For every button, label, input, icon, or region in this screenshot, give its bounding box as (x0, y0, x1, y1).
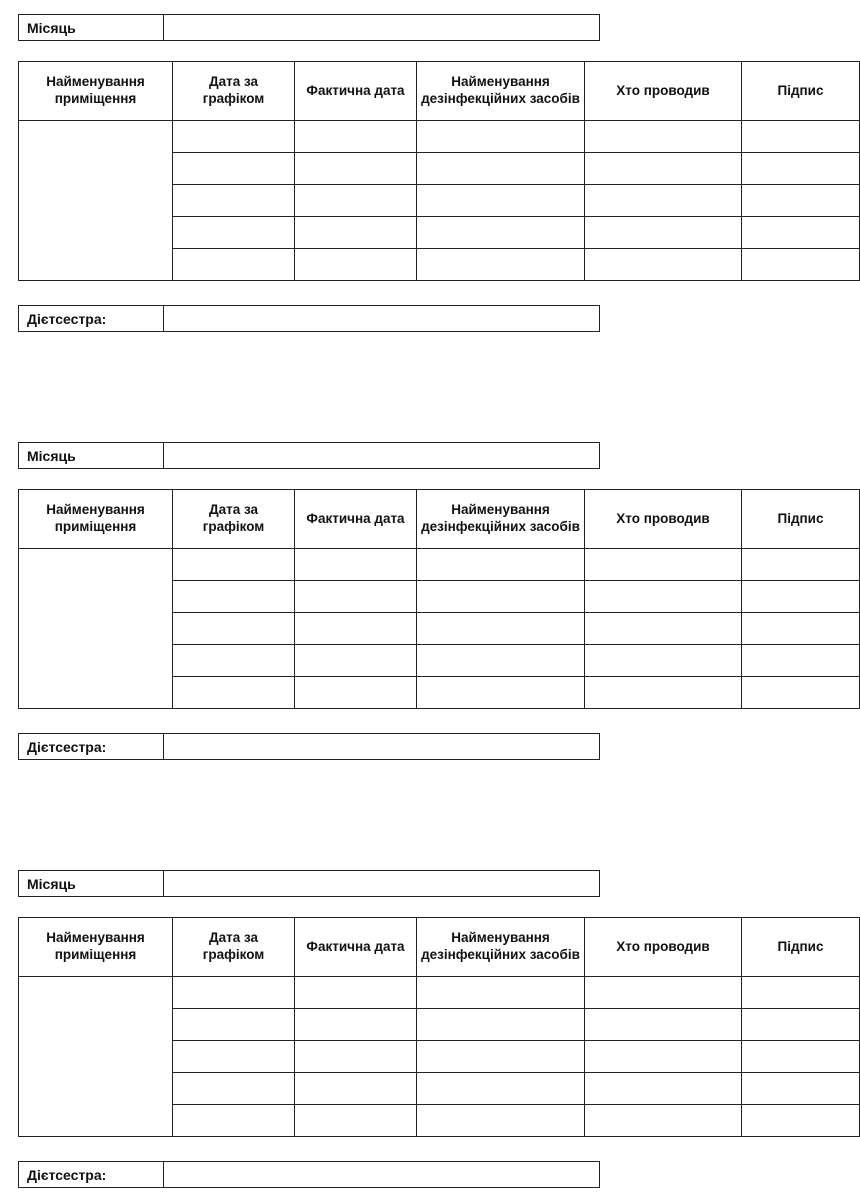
table-cell[interactable] (173, 1041, 295, 1073)
table-cell[interactable] (173, 249, 295, 281)
table-cell[interactable] (173, 1073, 295, 1105)
col-scheduled-date-3: Дата за графіком (173, 918, 295, 977)
table-cell[interactable] (417, 185, 585, 217)
table-cell[interactable] (742, 1105, 860, 1137)
table-cell[interactable] (742, 977, 860, 1009)
table-cell[interactable] (295, 549, 417, 581)
table-header-row-2 (19, 490, 860, 549)
table-cell[interactable] (585, 613, 742, 645)
table-cell[interactable] (173, 153, 295, 185)
month-field-3 (18, 870, 600, 897)
table-cell[interactable] (173, 977, 295, 1009)
col-actual-date-3: Фактична дата (295, 918, 417, 977)
table-cell[interactable] (173, 613, 295, 645)
nurse-value-3[interactable] (164, 1162, 599, 1187)
table-cell[interactable] (742, 121, 860, 153)
col-performed-by-1: Хто проводив (585, 62, 742, 121)
table-cell[interactable] (742, 185, 860, 217)
table-row (19, 121, 860, 153)
table-cell[interactable] (742, 153, 860, 185)
table-cell[interactable] (585, 645, 742, 677)
table-cell[interactable] (295, 677, 417, 709)
table-cell[interactable] (417, 581, 585, 613)
table-cell[interactable] (585, 185, 742, 217)
table-cell[interactable] (173, 185, 295, 217)
table-cell[interactable] (173, 1009, 295, 1041)
table-cell[interactable] (417, 613, 585, 645)
table-cell[interactable] (295, 185, 417, 217)
nurse-value-2[interactable] (164, 734, 599, 759)
table-cell[interactable] (173, 677, 295, 709)
table-cell[interactable] (585, 1009, 742, 1041)
disinfection-table-2 (18, 489, 860, 709)
col-performed-by-2: Хто проводив (585, 490, 742, 549)
month-value-1[interactable] (164, 15, 599, 40)
month-field-2 (18, 442, 600, 469)
nurse-field-1 (18, 305, 600, 332)
table-cell[interactable] (585, 249, 742, 281)
table-cell[interactable] (295, 613, 417, 645)
nurse-label-2: Дієтсестра: (19, 734, 164, 759)
table-header-row-1 (19, 62, 860, 121)
table-cell[interactable] (173, 1105, 295, 1137)
table-cell[interactable] (173, 581, 295, 613)
table-cell[interactable] (417, 645, 585, 677)
table-cell[interactable] (295, 217, 417, 249)
table-cell[interactable] (417, 1073, 585, 1105)
col-actual-date-1: Фактична дата (295, 62, 417, 121)
table-cell[interactable] (295, 121, 417, 153)
table-cell[interactable] (295, 153, 417, 185)
table-cell[interactable] (417, 1105, 585, 1137)
table-cell[interactable] (742, 1009, 860, 1041)
table-cell[interactable] (585, 121, 742, 153)
table-cell[interactable] (417, 249, 585, 281)
table-cell[interactable] (417, 153, 585, 185)
month-value-3[interactable] (164, 871, 599, 896)
room-name-cell-1[interactable] (19, 121, 173, 281)
nurse-value-1[interactable] (164, 306, 599, 331)
col-signature-1: Підпис (742, 62, 860, 121)
nurse-field-2 (18, 733, 600, 760)
table-cell[interactable] (173, 645, 295, 677)
table-cell[interactable] (173, 121, 295, 153)
col-room-name-2: Найменування приміщення (19, 490, 173, 549)
table-cell[interactable] (742, 613, 860, 645)
disinfection-table-1 (18, 61, 860, 281)
table-cell[interactable] (173, 549, 295, 581)
month-label-3: Місяць (19, 871, 164, 896)
table-cell[interactable] (742, 645, 860, 677)
table-cell[interactable] (585, 153, 742, 185)
table-cell[interactable] (295, 977, 417, 1009)
disinfection-table-3 (18, 917, 860, 1137)
col-disinfectants-3: Найменування дезінфекційних засобів (417, 918, 585, 977)
nurse-field-3 (18, 1161, 600, 1188)
nurse-label-1: Дієтсестра: (19, 306, 164, 331)
col-room-name-1: Найменування приміщення (19, 62, 173, 121)
table-cell[interactable] (742, 1041, 860, 1073)
col-actual-date-2: Фактична дата (295, 490, 417, 549)
table-cell[interactable] (585, 677, 742, 709)
col-disinfectants-2: Найменування дезінфекційних засобів (417, 490, 585, 549)
room-name-cell-2[interactable] (19, 549, 173, 709)
col-scheduled-date-2: Дата за графіком (173, 490, 295, 549)
table-cell[interactable] (742, 581, 860, 613)
table-row (19, 977, 860, 1009)
table-cell[interactable] (295, 1105, 417, 1137)
table-cell[interactable] (742, 677, 860, 709)
table-cell[interactable] (417, 977, 585, 1009)
table-cell[interactable] (585, 1073, 742, 1105)
table-cell[interactable] (742, 217, 860, 249)
col-performed-by-3: Хто проводив (585, 918, 742, 977)
table-cell[interactable] (742, 1073, 860, 1105)
table-cell[interactable] (417, 1009, 585, 1041)
table-cell[interactable] (295, 1073, 417, 1105)
table-cell[interactable] (417, 677, 585, 709)
table-cell[interactable] (417, 217, 585, 249)
table-cell[interactable] (417, 549, 585, 581)
table-cell[interactable] (585, 1105, 742, 1137)
nurse-label-3: Дієтсестра: (19, 1162, 164, 1187)
month-label-1: Місяць (19, 15, 164, 40)
table-cell[interactable] (585, 1041, 742, 1073)
col-signature-3: Підпис (742, 918, 860, 977)
col-signature-2: Підпис (742, 490, 860, 549)
month-value-2[interactable] (164, 443, 599, 468)
table-cell[interactable] (417, 1041, 585, 1073)
table-cell[interactable] (585, 217, 742, 249)
col-scheduled-date-1: Дата за графіком (173, 62, 295, 121)
table-cell[interactable] (295, 249, 417, 281)
table-cell[interactable] (417, 121, 585, 153)
table-cell[interactable] (173, 217, 295, 249)
table-row (19, 549, 860, 581)
col-disinfectants-1: Найменування дезінфекційних засобів (417, 62, 585, 121)
table-cell[interactable] (585, 549, 742, 581)
table-cell[interactable] (742, 549, 860, 581)
table-cell[interactable] (295, 581, 417, 613)
col-room-name-3: Найменування приміщення (19, 918, 173, 977)
room-name-cell-3[interactable] (19, 977, 173, 1137)
month-label-2: Місяць (19, 443, 164, 468)
table-cell[interactable] (742, 249, 860, 281)
table-cell[interactable] (295, 645, 417, 677)
table-cell[interactable] (585, 977, 742, 1009)
table-cell[interactable] (295, 1009, 417, 1041)
table-cell[interactable] (295, 1041, 417, 1073)
table-header-row-3 (19, 918, 860, 977)
table-cell[interactable] (585, 581, 742, 613)
month-field-1 (18, 14, 600, 41)
